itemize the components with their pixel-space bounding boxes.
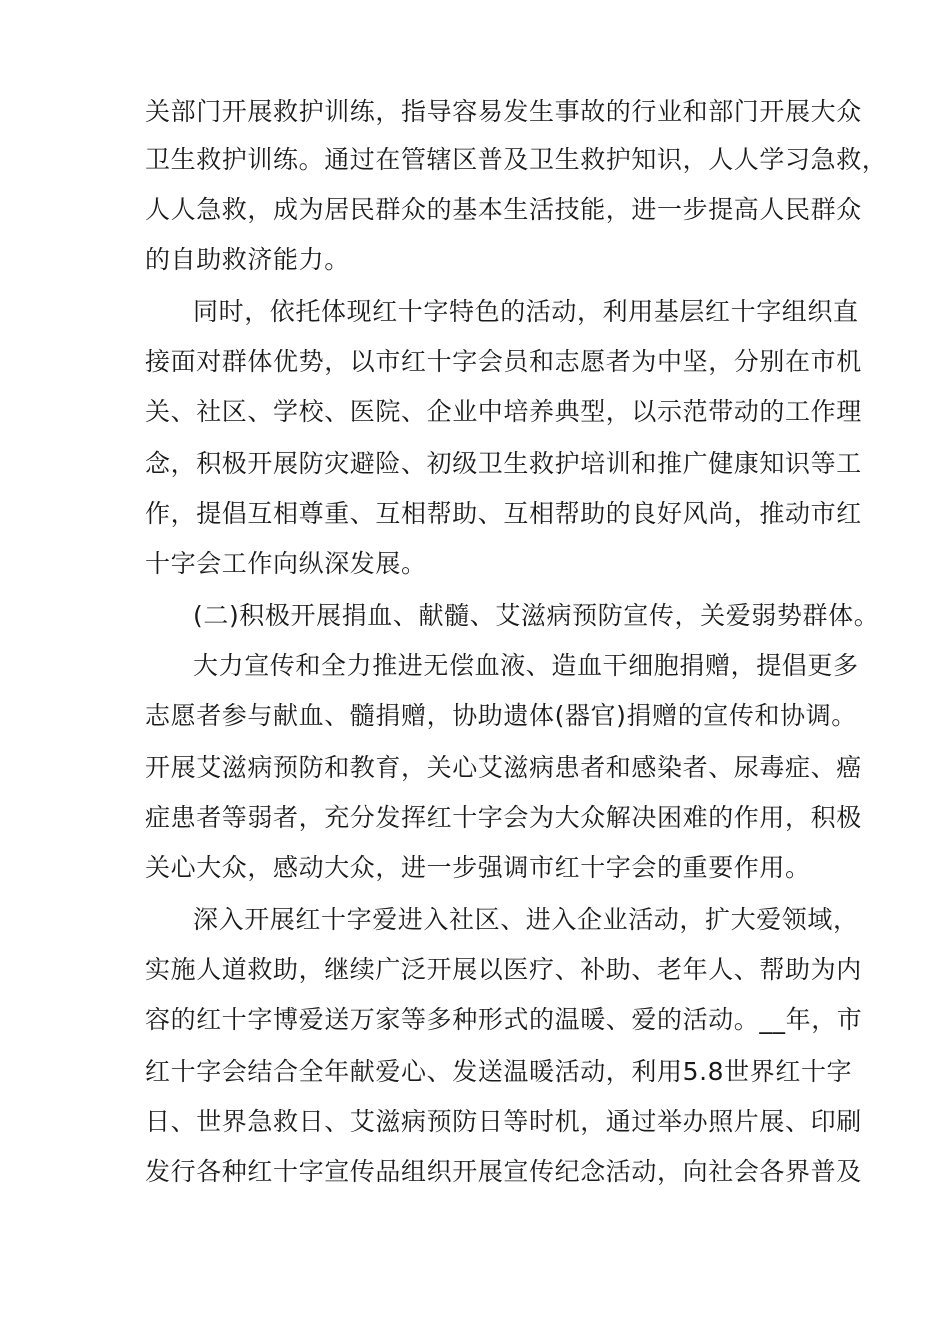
text-line: 红十字会结合全年献爱心、发送温暖活动，利用5.8世界红十字 xyxy=(145,1057,853,1086)
text-line: 症患者等弱者，充分发挥红十字会为大众解决困难的作用，积极 xyxy=(145,803,862,832)
text-line: 作，提倡互相尊重、互相帮助、互相帮助的良好风尚，推动市红 xyxy=(145,499,862,528)
text-line: 念，积极开展防灾避险、初级卫生救护培训和推广健康知识等工 xyxy=(145,449,862,478)
text-line: 实施人道救助，继续广泛开展以医疗、补助、老年人、帮助为内 xyxy=(145,955,862,984)
text-line: 接面对群体优势，以市红十字会员和志愿者为中坚，分别在市机 xyxy=(145,347,862,376)
paragraph-first-line: 大力宣传和全力推进无偿血液、造血干细胞捐赠，提倡更多 xyxy=(193,651,859,680)
section-heading: (二)积极开展捐血、献髓、艾滋病预防宣传，关爱弱势群体。 xyxy=(193,601,880,630)
text-line: 志愿者参与献血、髓捐赠，协助遗体(器官)捐赠的宣传和协调。 xyxy=(145,701,857,730)
paragraph-first-line: 同时，依托体现红十字特色的活动，利用基层红十字组织直 xyxy=(193,297,859,326)
text-line: 的自助救济能力。 xyxy=(145,245,350,274)
text-line: 发行各种红十字宣传品组织开展宣传纪念活动，向社会各界普及 xyxy=(145,1157,862,1186)
text-line: 卫生救护训练。通过在管辖区普及卫生救护知识，人人学习急救， xyxy=(145,145,888,174)
text-line: 容的红十字博爱送万家等多种形式的温暖、爱的活动。__年，市 xyxy=(145,1005,863,1034)
text-line: 十字会工作向纵深发展。 xyxy=(145,549,427,578)
text-line: 开展艾滋病预防和教育，关心艾滋病患者和感染者、尿毒症、癌 xyxy=(145,753,862,782)
text-line: 关、社区、学校、医院、企业中培养典型，以示范带动的工作理 xyxy=(145,397,862,426)
paragraph-first-line: 深入开展红十字爱进入社区、进入企业活动，扩大爱领域， xyxy=(193,905,859,934)
text-line: 关心大众，感动大众，进一步强调市红十字会的重要作用。 xyxy=(145,853,811,882)
text-line: 日、世界急救日、艾滋病预防日等时机，通过举办照片展、印刷 xyxy=(145,1107,862,1136)
text-line: 人人急救，成为居民群众的基本生活技能，进一步提高人民群众 xyxy=(145,195,862,224)
text-line: 关部门开展救护训练，指导容易发生事故的行业和部门开展大众 xyxy=(145,97,862,126)
